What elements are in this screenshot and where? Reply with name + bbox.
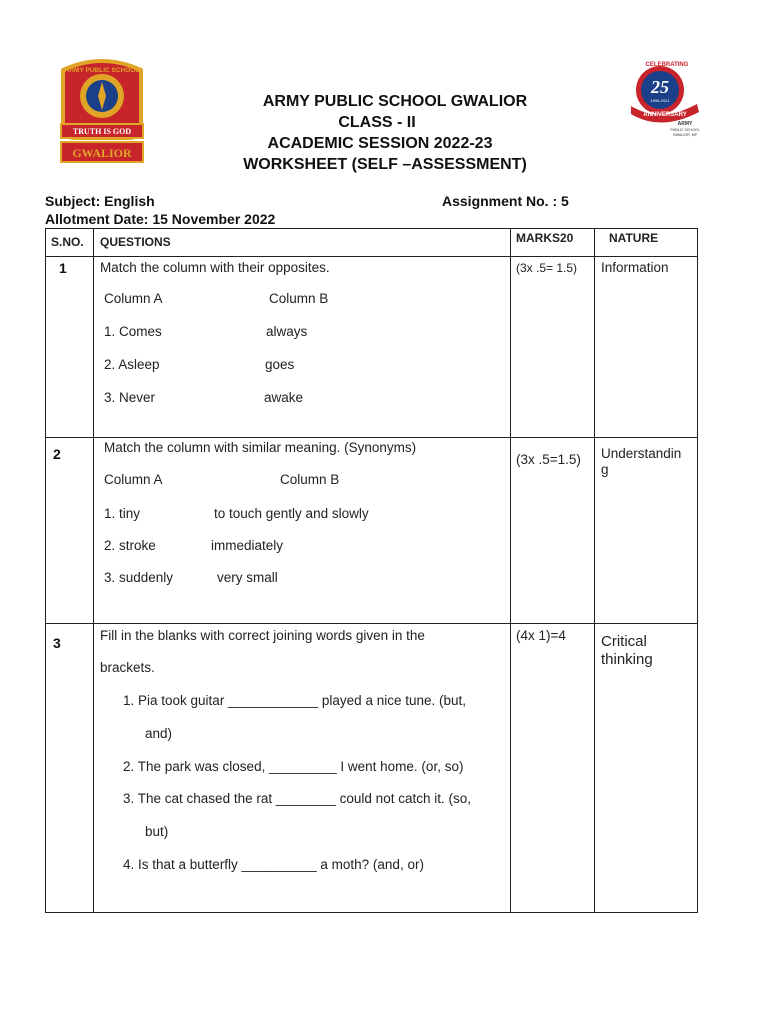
q3-item-3-continued: but) (145, 824, 169, 839)
q2-marks: (3x .5=1.5) (516, 452, 581, 467)
row-divider-1 (45, 437, 697, 438)
q2-item-b-2: immediately (211, 538, 284, 553)
col-divider-sno (93, 228, 94, 912)
q3-item-4: 4. Is that a butterfly __________ a moth? (and, or) (123, 857, 424, 872)
q1-nature: Information (601, 260, 669, 275)
anniversary-name1: ARMY (677, 121, 693, 127)
crest-city: GWALIOR (72, 146, 132, 160)
header-questions: QUESTIONS (100, 235, 171, 249)
q1-item-b-3: awake (264, 390, 304, 405)
session-title: ACADEMIC SESSION 2022-23 (267, 135, 493, 152)
q1-item-a-3: 3. Never (104, 390, 156, 405)
q1-column-a-heading: Column A (104, 291, 163, 306)
header-nature: NATURE (609, 231, 659, 245)
col-divider-marks (594, 228, 595, 912)
question-number-3: 3 (53, 635, 61, 651)
q2-column-b-heading: Column B (280, 472, 340, 487)
question-number-1: 1 (59, 260, 67, 276)
worksheet-title: WORKSHEET (SELF –ASSESSMENT) (243, 156, 527, 173)
q1-item-b-1: always (266, 324, 308, 339)
q3-nature-line-1: Critical (601, 633, 647, 650)
subject-label: Subject: English (45, 193, 155, 209)
q3-title-line-1: Fill in the blanks with correct joining words given in the (100, 628, 425, 643)
question-number-2: 2 (53, 446, 61, 462)
q3-item-3: 3. The cat chased the rat ________ could not catch it. (so, (123, 791, 471, 806)
anniversary-name3: GWALIOR, MP (672, 133, 698, 137)
col-divider-questions (510, 228, 511, 912)
q2-item-b-1: to touch gently and slowly (214, 506, 369, 521)
q3-item-2: 2. The park was closed, _________ I went home. (or, so) (123, 759, 464, 774)
q1-item-a-2: 2. Asleep (104, 357, 160, 372)
anniversary-ribbon: ANNIVERSARY (643, 112, 687, 118)
q3-nature-line-2: thinking (601, 651, 653, 668)
anniversary-name2: PUBLIC SCHOOL (670, 128, 700, 132)
q2-item-a-1: 1. tiny (104, 506, 141, 521)
q2-item-a-3: 3. suddenly (104, 570, 174, 585)
anniversary-years: 1996-2021 (650, 98, 670, 103)
q2-title: Match the column with similar meaning. (Synonyms) (104, 440, 417, 455)
q1-column-b-heading: Column B (269, 291, 329, 306)
school-name: ARMY PUBLIC SCHOOL GWALIOR (262, 93, 528, 110)
q3-marks: (4x 1)=4 (516, 628, 566, 643)
allotment-date: Allotment Date: 15 November 2022 (45, 211, 276, 227)
q1-item-b-2: goes (265, 357, 295, 372)
header-marks: MARKS20 (516, 231, 574, 245)
q3-item-1: 1. Pia took guitar ____________ played a nice tune. (but, (123, 693, 467, 708)
crest-top-text: ARMY PUBLIC SCHOOL (64, 67, 140, 74)
q2-item-b-3: very small (217, 570, 278, 585)
q3-title-line-2: brackets. (100, 660, 155, 675)
anniversary-arc-text: CELEBRATING (645, 62, 689, 68)
q2-column-a-heading: Column A (104, 472, 163, 487)
crest-motto: TRUTH IS GOD (72, 127, 132, 136)
row-divider-2 (45, 623, 697, 624)
assignment-number: Assignment No. : 5 (442, 193, 569, 209)
q1-item-a-1: 1. Comes (104, 324, 162, 339)
q2-nature-line-1: Understandin (601, 446, 682, 461)
class-title: CLASS - II (338, 114, 416, 131)
q3-item-1-continued: and) (145, 726, 173, 741)
q1-title: Match the column with their opposites. (100, 260, 330, 275)
q2-item-a-2: 2. stroke (104, 538, 156, 553)
header-row-divider (45, 256, 697, 257)
q2-nature-line-2: g (601, 462, 609, 477)
q1-marks: (3x .5= 1.5) (516, 261, 578, 275)
header-sno: S.NO. (51, 235, 84, 249)
anniversary-number: 25 (651, 77, 669, 97)
